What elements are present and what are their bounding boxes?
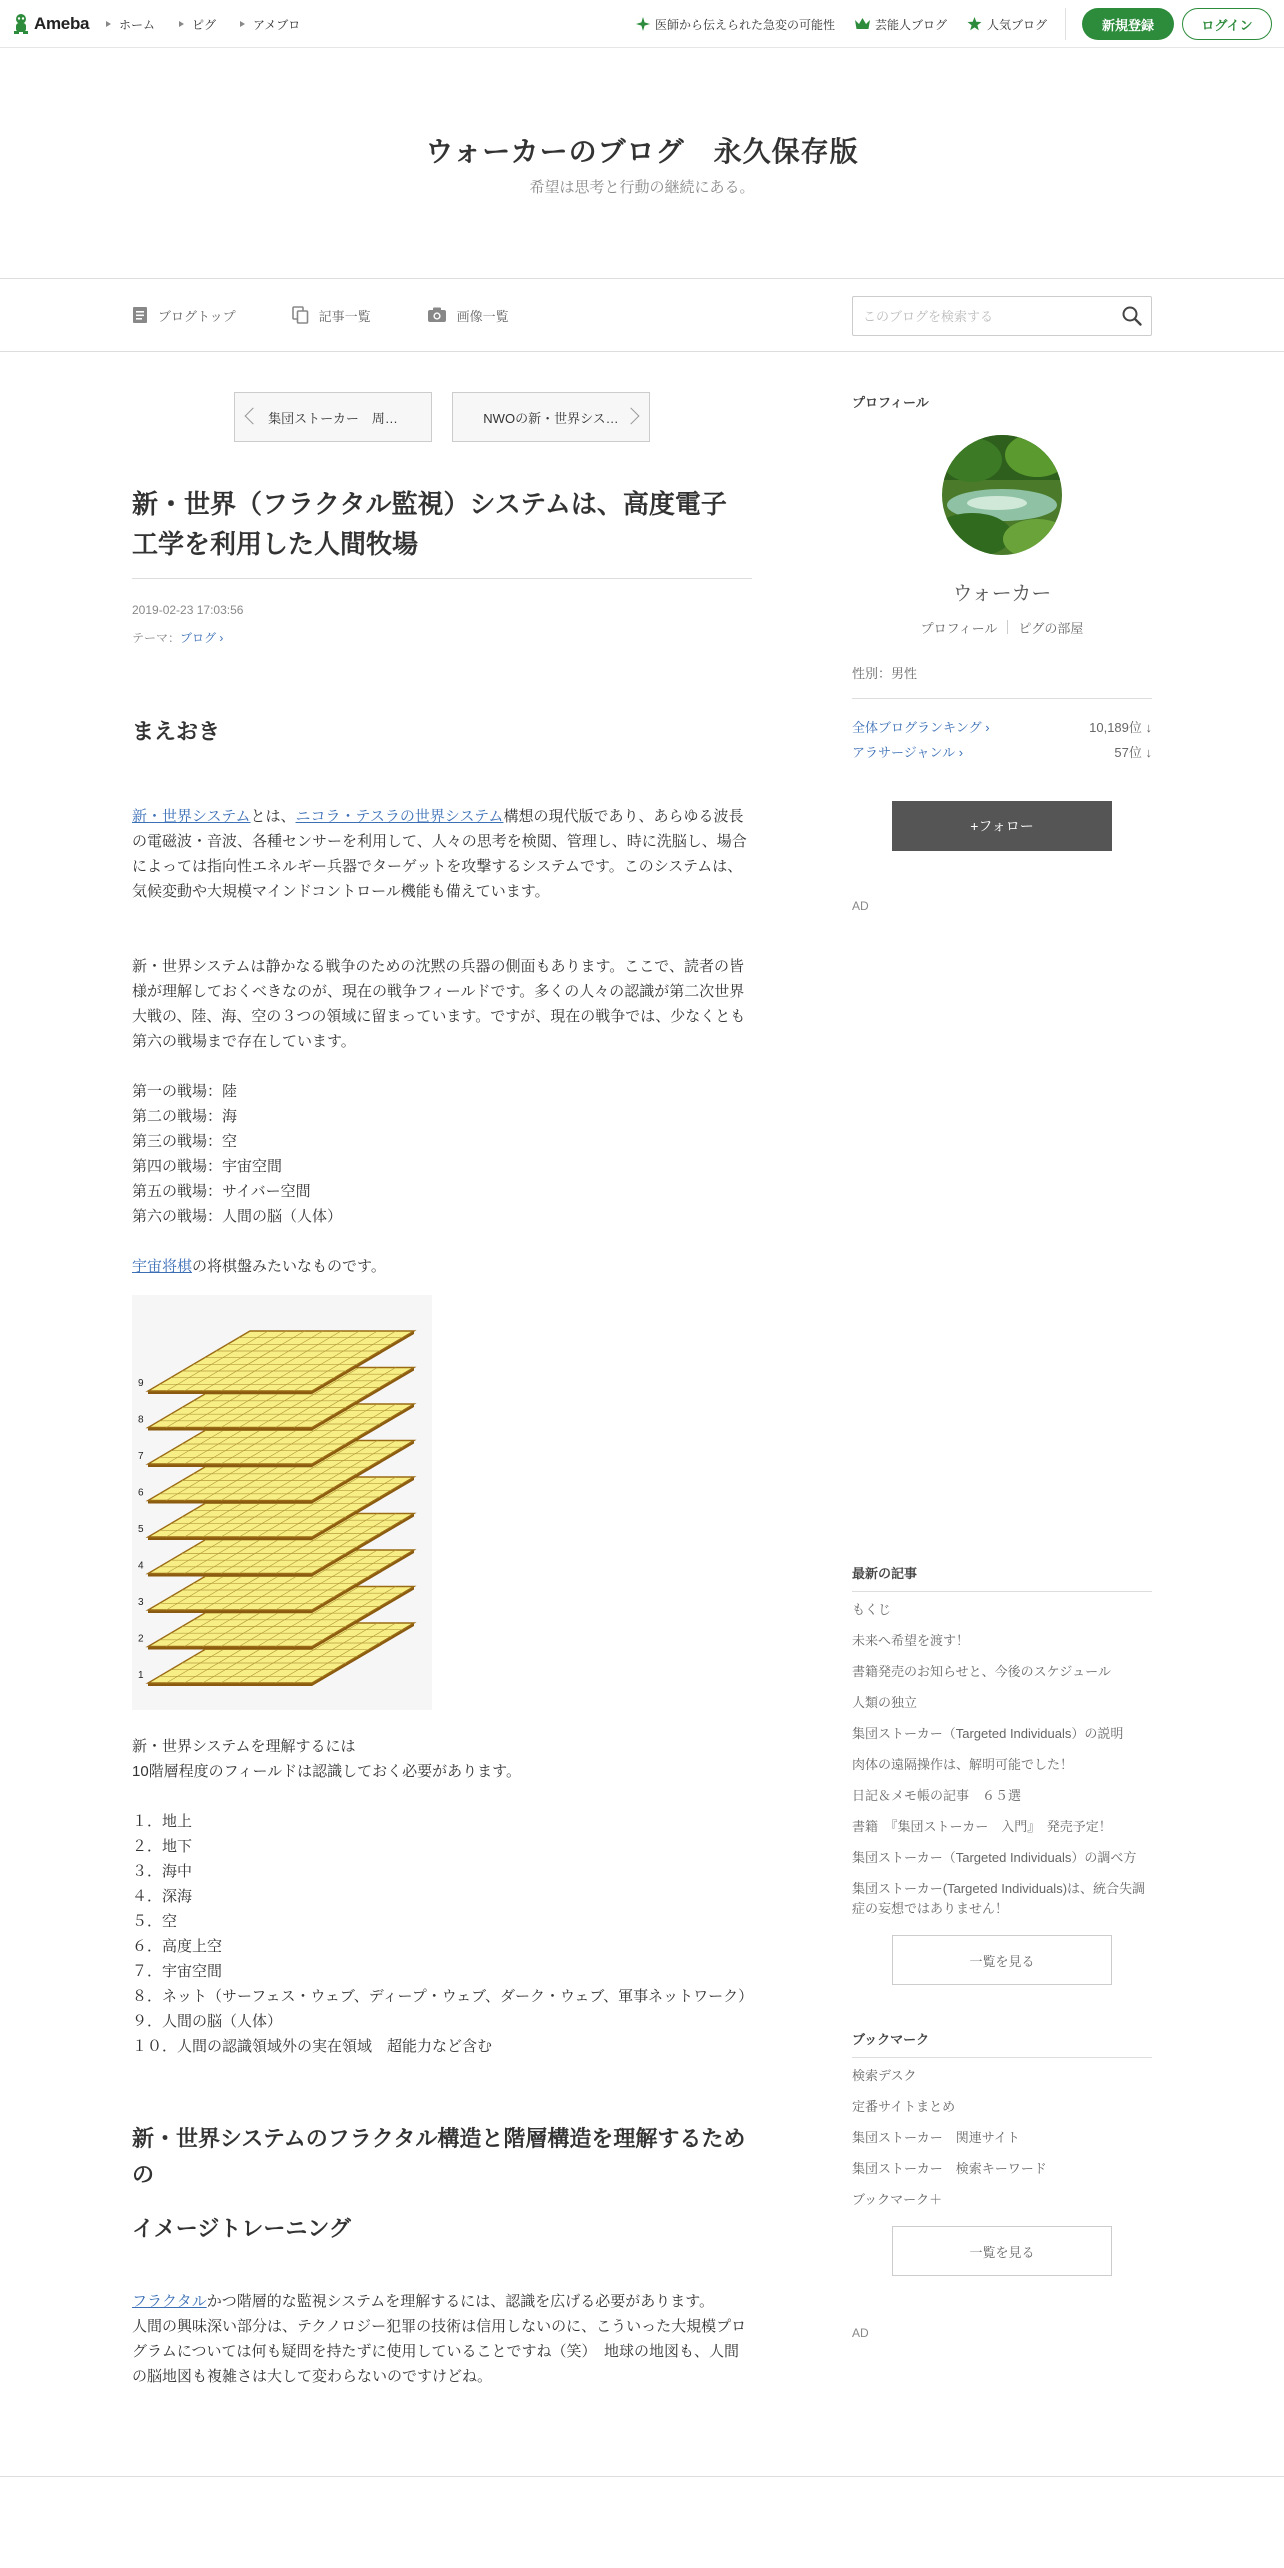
latest-more-button[interactable]: 一覧を見る (892, 1935, 1112, 1985)
latest-item[interactable]: 人類の独立 (852, 1695, 918, 1710)
ad-label: AD (852, 2326, 869, 2340)
p5-rest: かつ階層的な監視システムを理解するには、認識を広げる必要があります。 (206, 2293, 715, 2310)
latest-list (852, 1600, 1152, 1919)
profile-links (852, 618, 1152, 637)
nav-pigg-label: ピグ (192, 17, 217, 32)
p4-line2: 10階層程度のフィールドは認識しておく必要があります。 (132, 1763, 521, 1780)
p4-line1: 新・世界システムを理解するには (132, 1738, 356, 1755)
field-item: １．地上 (132, 1813, 193, 1830)
prev-article-label: 集団ストーカー 周… (268, 410, 398, 426)
stacked-board-illustration (132, 1295, 432, 1710)
ameba-logo[interactable] (12, 12, 89, 36)
p1-rest: 構想の現代版であり、あらゆる波長の電磁波・音波、各種センサーを利用して、人々の思考を検閲、管理し、時に洗脳し、場合によっては指向性エネルギー兵器でターゲットを攻撃するシステムです。このシステムは、気候変動や大規模マインドコントロール機能も備えています。 (132, 808, 747, 900)
rank-genre-value: 57位 ↓ (1114, 745, 1152, 760)
link-popular-blog-label: 人気ブログ (986, 17, 1047, 32)
rank-overall-value: 10,189位 ↓ (1089, 720, 1152, 735)
rank-overall (852, 717, 1152, 736)
triangle-right-icon (106, 21, 111, 27)
p3-rest: の将棋盤みたいなものです。 (192, 1258, 386, 1275)
latest-item[interactable]: 日記＆メモ帳の記事 ６５選 (852, 1788, 1022, 1803)
ad-label: AD (852, 899, 869, 913)
board-level-label: 5 (138, 1524, 144, 1535)
nav-home[interactable] (106, 16, 155, 33)
nav-home-label: ホーム (119, 17, 156, 32)
paragraph-5 (132, 2289, 752, 2389)
bookmark-list (852, 2066, 1152, 2210)
board-level-label: 3 (138, 1597, 144, 1608)
triangle-right-icon (240, 21, 245, 27)
blog-top-link[interactable] (132, 306, 236, 325)
link-space-shogi[interactable]: 宇宙将棋 (132, 1258, 193, 1275)
global-right (636, 0, 1272, 48)
board-level-label: 8 (138, 1414, 144, 1426)
paragraph-1 (132, 804, 752, 904)
blog-nav-items (132, 279, 509, 351)
logo-text: Ameba (34, 14, 90, 33)
link-celebrity-blog[interactable] (855, 16, 947, 33)
rank-genre-link[interactable]: アラサージャンル › (852, 745, 964, 760)
heading-fractal: 新・世界システムのフラクタル構造と階層構造を理解するための (132, 2126, 746, 2187)
main-column (132, 392, 752, 2389)
article-date: 2019-02-23 17:03:56 (132, 603, 244, 617)
global-nav (106, 0, 300, 48)
profile-gender: 性別：男性 (852, 663, 1152, 699)
nav-ameblo[interactable] (240, 16, 300, 33)
chevron-right-icon (623, 408, 640, 425)
rank-overall-link[interactable]: 全体ブログランキング › (852, 720, 990, 735)
ameba-mascot-icon (12, 13, 30, 35)
blog-header (0, 48, 1284, 278)
field-item: ２．地下 (132, 1838, 193, 1855)
p1-mid: とは、 (250, 808, 296, 825)
field-list (132, 1809, 752, 2059)
entry-list-link[interactable] (292, 306, 371, 325)
board-level-label: 4 (138, 1560, 144, 1572)
register-button[interactable]: 新規登録 (1082, 8, 1174, 40)
nav-ameblo-label: アメブロ (253, 17, 301, 32)
board-level-label: 2 (138, 1633, 144, 1645)
ranking-block (852, 717, 1152, 761)
latest-item[interactable]: 集団ストーカー（Targeted Individuals）の説明 (852, 1726, 1124, 1741)
chevron-right-icon: › (216, 631, 224, 645)
battlefield-item: 第六の戦場：人間の脳（人体） (132, 1208, 343, 1225)
divider (1007, 620, 1008, 634)
link-new-world-system[interactable]: 新・世界システム (132, 808, 251, 825)
bookmark-item[interactable]: 集団ストーカー 関連サイト (852, 2130, 1020, 2145)
battlefield-item: 第四の戦場：宇宙空間 (132, 1158, 283, 1175)
battlefield-list (132, 1079, 752, 1229)
chevron-left-icon (245, 408, 262, 425)
field-item: ６．高度上空 (132, 1938, 223, 1955)
blog-subtitle: 希望は思考と行動の継続にある。 (529, 179, 755, 196)
board-level-label: 1 (138, 1670, 144, 1681)
heading-intro: まえおき (132, 719, 221, 744)
blog-top-label: ブログトップ (158, 308, 236, 324)
latest-item[interactable]: 書籍 『集団ストーカー 入門』 発売予定！ (852, 1819, 1112, 1834)
login-button[interactable]: ログイン (1182, 8, 1272, 40)
blog-search (852, 296, 1152, 336)
battlefield-item: 第一の戦場：陸 (132, 1083, 238, 1100)
latest-item[interactable]: 未来へ希望を渡す！ (852, 1633, 970, 1648)
profile-link[interactable]: プロフィール (920, 621, 998, 636)
paragraph-2: 新・世界システムは静かなる戦争のための沈黙の兵器の側面もあります。ここで、読者の皆様が理解しておくべきなのが、現在の戦争フィールドです。多くの人々の認識が第二次世界大戦の、陸、海、空の３つの領域に留まっています。ですが、現在の戦争では、少なくとも第六の戦場まで存在しています。 (132, 958, 746, 1050)
bookmark-more-button[interactable]: 一覧を見る (892, 2226, 1112, 2276)
search-icon[interactable] (1121, 305, 1143, 327)
global-header (0, 0, 1284, 48)
article-title: 新・世界（フラクタル監視）システムは、高度電子工学を利用した人間牧場 (132, 484, 752, 579)
next-article-label: NWOの新・世界シス… (483, 410, 619, 426)
latest-heading: 最新の記事 (852, 1563, 1152, 1592)
latest-item[interactable]: 肉体の遠隔操作は、解明可能でした！ (852, 1757, 1074, 1772)
article-theme (132, 629, 752, 646)
board-level-label: 9 (138, 1378, 144, 1389)
copy-icon (292, 306, 309, 324)
link-fractal[interactable]: フラクタル (132, 2293, 207, 2310)
footer-divider (0, 2476, 1284, 2477)
bookmark-item[interactable]: ブックマーク＋ (852, 2192, 943, 2207)
stacked-shogi-board-image[interactable] (132, 1295, 432, 1710)
article-pager (132, 392, 752, 442)
bookmark-heading: ブックマーク (852, 2029, 1152, 2058)
field-item: ４．深海 (132, 1888, 193, 1905)
latest-item[interactable]: 集団ストーカー(Targeted Individuals)は、統合失調症の妄想ではありません！ (852, 1881, 1146, 1916)
latest-item[interactable]: もくじ (852, 1602, 892, 1617)
sparkle-icon (636, 17, 650, 31)
field-item: ７．宇宙空間 (132, 1963, 223, 1980)
board-level-label: 6 (138, 1487, 144, 1499)
nav-pigg[interactable] (179, 16, 216, 33)
bookmark-item[interactable]: 定番サイトまとめ (852, 2099, 956, 2114)
field-item: １０．人間の認識領域外の実在領域 超能力など含む (132, 2038, 493, 2055)
theme-link[interactable]: ブログ (180, 631, 217, 645)
image-list-link[interactable] (427, 306, 509, 325)
heading-image-training: イメージトレーニング (132, 2216, 351, 2241)
blog-search-input[interactable] (853, 297, 1103, 335)
board-level-label: 7 (138, 1451, 144, 1462)
battlefield-item: 第三の戦場：空 (132, 1133, 238, 1150)
star-icon (967, 17, 982, 31)
document-icon (132, 306, 148, 324)
bookmark-item[interactable]: 検索デスク (852, 2068, 917, 2083)
pig-room-link[interactable]: ピグの部屋 (1018, 621, 1084, 636)
paragraph-6: 人間の興味深い部分は、テクノロジー犯罪の技術は信用しないのに、こういった大規模プログラムについては何も疑問を持たずに使用していることですね（笑） 地球の地図も、人間の脳地図も複雑さは大して変わらないのですけどね。 (132, 2318, 747, 2385)
camera-icon (427, 307, 447, 323)
next-article-button[interactable] (452, 392, 650, 442)
field-item: ８．ネット（サーフェス・ウェブ、ディープ・ウェブ、ダーク・ウェブ、軍事ネットワーク） (132, 1988, 754, 2005)
profile-heading: プロフィール (852, 395, 929, 410)
profile-name[interactable]: ウォーカー (952, 583, 1052, 605)
avatar[interactable] (942, 435, 1062, 555)
rank-genre (852, 742, 1152, 761)
crown-icon (855, 18, 870, 30)
global-links (636, 8, 1066, 40)
blog-nav (0, 278, 1284, 352)
avatar-photo (942, 435, 1062, 555)
battlefield-item: 第二の戦場：海 (132, 1108, 238, 1125)
rank-overall-label: 全体ブログランキング (852, 720, 982, 735)
bookmark-item[interactable]: 集団ストーカー 検索キーワード (852, 2161, 1047, 2176)
rank-genre-label: アラサージャンル (852, 745, 956, 760)
battlefield-item: 第五の戦場：サイバー空間 (132, 1183, 311, 1200)
theme-label: テーマ： (132, 631, 181, 645)
link-medical-news-label: 医師から伝えられた急変の可能性 (654, 17, 835, 32)
link-tesla-world-system[interactable]: ニコラ・テスラの世界システム (295, 808, 504, 825)
paragraph-4 (132, 1734, 752, 1784)
latest-item[interactable]: 書籍発売のお知らせと、今後のスケジュール (852, 1664, 1111, 1679)
field-item: ５．空 (132, 1913, 178, 1930)
entry-list-label: 記事一覧 (318, 308, 371, 324)
link-celebrity-blog-label: 芸能人ブログ (874, 17, 947, 32)
sidebar (852, 392, 1152, 2340)
field-item: ９．人間の脳（人体） (132, 2013, 283, 2030)
field-item: ３．海中 (132, 1863, 193, 1880)
link-medical-news[interactable] (636, 16, 835, 33)
blog-title[interactable]: ウォーカーのブログ 永久保存版 (425, 136, 859, 167)
link-popular-blog[interactable] (967, 16, 1047, 33)
prev-article-button[interactable] (234, 392, 432, 442)
triangle-right-icon (179, 21, 184, 27)
follow-button[interactable]: +フォロー (892, 801, 1112, 851)
image-list-label: 画像一覧 (456, 308, 509, 324)
paragraph-3 (132, 1254, 752, 1279)
latest-item[interactable]: 集団ストーカー（Targeted Individuals）の調べ方 (852, 1850, 1137, 1865)
